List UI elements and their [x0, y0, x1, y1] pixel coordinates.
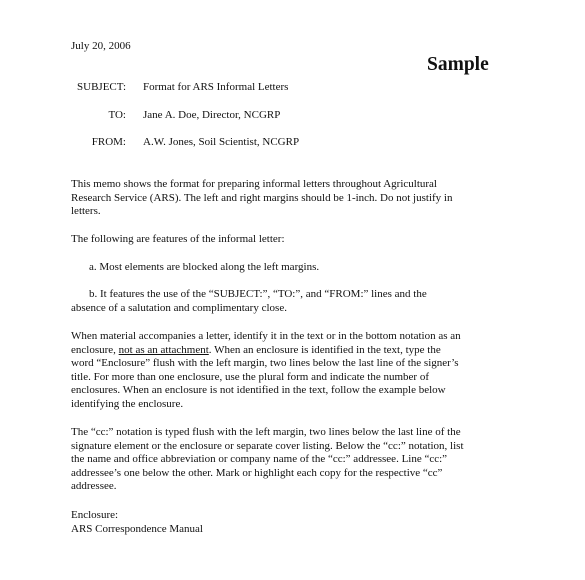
letter-date: July 20, 2006 [71, 40, 131, 52]
subject-value: Format for ARS Informal Letters [143, 81, 289, 93]
from-label: FROM: [91, 136, 126, 148]
enclosure-line: When material accompanies a letter, identify it in the text or in the bottom notation as an [71, 330, 461, 342]
subject-label: SUBJECT: [77, 81, 126, 93]
intro-line: This memo shows the format for preparing informal letters throughout Agricultural [71, 178, 437, 190]
enclosure-line [71, 344, 511, 358]
cc-paragraph [71, 426, 511, 494]
cc-line: addressee’s one below the other. Mark or highlight each copy for the respective “cc” [71, 466, 443, 479]
sample-watermark: Sample [427, 54, 489, 75]
features-intro-text: The following are features of the informal letter: [71, 233, 285, 245]
features-intro [71, 233, 511, 247]
intro-line: Research Service (ARS). The left and right margins should be 1-inch. Do not justify in [71, 191, 453, 204]
feature-a [89, 261, 529, 275]
enclosure-line: title. For more than one enclosure, use the plural form and indicate the number of [71, 370, 429, 383]
feature-b [71, 288, 511, 315]
intro-line: letters. [71, 205, 101, 218]
enclosure-paragraph [71, 330, 511, 412]
cc-line: signature element or the enclosure or separate cover listing. Below the “cc:” notation, list [71, 439, 464, 452]
feature-b-line: absence of a salutation and complimentary close. [71, 301, 287, 314]
enclosure-label: Enclosure: [71, 509, 119, 521]
enclosure-line: enclosures. When an enclosure is not identified in the text, follow the example below [71, 384, 446, 397]
intro-paragraph [71, 178, 511, 219]
enclosure-item: ARS Correspondence Manual [71, 522, 203, 535]
to-label: TO: [108, 109, 126, 121]
underlined-text: not as an attachment [118, 343, 209, 356]
enclosure-line: word “Enclosure” flush with the left margin, two lines below the last line of the signer’s [71, 357, 459, 370]
cc-line: the name and office abbreviation or company name of the “cc:” addressee. Line “cc:” [71, 453, 448, 466]
cc-line: addressee. [71, 480, 117, 493]
feature-a-text: a. Most elements are blocked along the left margins. [89, 261, 320, 273]
enclosure-block [71, 509, 511, 536]
cc-line: The “cc:” notation is typed flush with the left margin, two lines below the last line of the [71, 426, 461, 438]
enclosure-text: . When an enclosure is identified in the text, type the [208, 343, 441, 356]
enclosure-text: enclosure, [71, 343, 119, 356]
enclosure-line: identifying the enclosure. [71, 397, 184, 410]
from-value: A.W. Jones, Soil Scientist, NCGRP [143, 136, 300, 148]
to-value: Jane A. Doe, Director, NCGRP [143, 109, 281, 121]
feature-b-line: b. It features the use of the “SUBJECT:”, “TO:”, and “FROM:” lines and the [89, 288, 427, 300]
